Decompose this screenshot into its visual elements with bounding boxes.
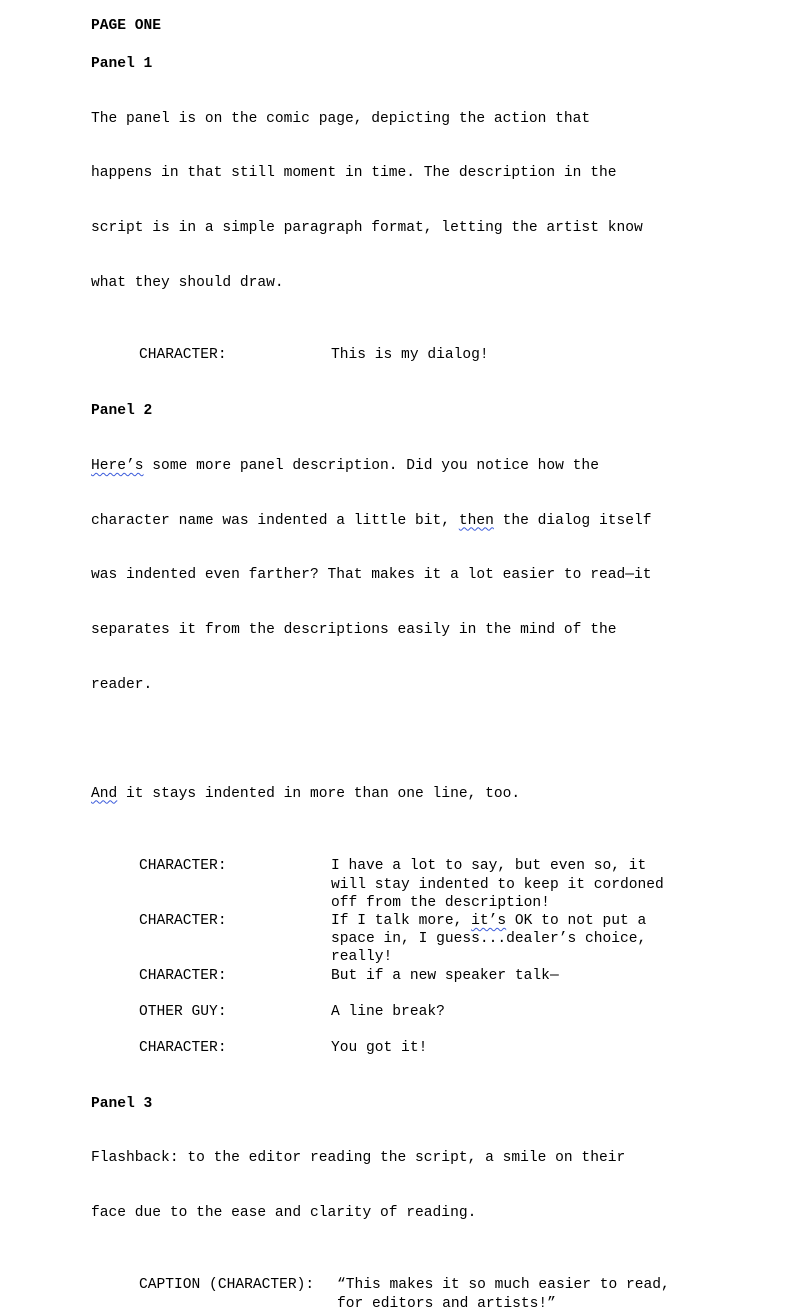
panel-title: Panel 2	[91, 403, 153, 420]
caption-line: for editors and artists!”	[337, 1295, 556, 1312]
dialog-text	[331, 1003, 445, 1021]
panel-1	[91, 55, 791, 364]
description-line: happens in that still moment in time. The description in the	[91, 165, 617, 182]
spellcheck-flagged-word[interactable]: Here’s	[91, 458, 144, 475]
dialog-entry	[139, 346, 791, 364]
panel-2	[91, 402, 791, 1057]
panel-spacer	[91, 1058, 791, 1095]
caption-text	[337, 1276, 670, 1312]
dialog-entry	[139, 912, 791, 967]
description-line: separates it from the descriptions easily in the mind of the	[91, 621, 617, 638]
dialog-text	[331, 1039, 427, 1057]
page-title: PAGE ONE	[91, 18, 162, 34]
description-line: what they should draw.	[91, 274, 284, 291]
description-line	[91, 785, 791, 803]
description-line-rest: the dialog itself	[493, 512, 652, 529]
dialog-entry	[139, 1003, 791, 1021]
description-line-start: character name was indented a little bit,	[91, 512, 459, 529]
dialog-entry	[139, 1039, 791, 1057]
dialog-text	[331, 912, 646, 967]
panel-description	[91, 73, 791, 328]
description-line	[91, 457, 791, 475]
description-line	[91, 512, 791, 530]
description-line-rest: it stays indented in more than one line, too.	[117, 785, 521, 802]
spellcheck-flagged-word[interactable]: then	[458, 512, 494, 529]
dialog-line: This is my dialog!	[331, 347, 489, 364]
paragraph-spacer	[91, 730, 791, 748]
description-line: face due to the ease and clarity of reading.	[91, 1204, 477, 1221]
speaker-name: CHARACTER:	[139, 912, 227, 929]
dialog-text	[331, 967, 559, 985]
description-line: reader.	[91, 676, 153, 693]
dialog-text	[331, 857, 664, 912]
dialog-line: will stay indented to keep it cordoned	[331, 876, 664, 893]
caption-entry	[139, 1276, 791, 1312]
dialog-entry	[139, 857, 791, 912]
description-line-rest: some more panel description. Did you notice how the	[143, 458, 599, 475]
speaker-name: CHARACTER:	[139, 347, 227, 364]
panel-title: Panel 3	[91, 1095, 153, 1112]
spellcheck-flagged-word[interactable]: And	[91, 785, 118, 802]
dialog-line: space in, I guess...dealer’s choice,	[331, 931, 647, 948]
caption-speaker: CAPTION (CHARACTER):	[139, 1277, 315, 1294]
dialog-block	[91, 346, 791, 364]
dialog-line: I have a lot to say, but even so, it	[331, 858, 647, 875]
speaker-name: OTHER GUY:	[139, 1003, 227, 1020]
panel-description	[91, 421, 791, 730]
description-line: Flashback: to the editor reading the script, a smile on their	[91, 1150, 626, 1167]
dialog-line: But if a new speaker talk—	[331, 967, 559, 984]
dialog-line	[331, 912, 646, 930]
dialog-line-rest: OK to not put a	[506, 912, 647, 929]
dialog-text	[331, 346, 489, 364]
description-line: The panel is on the comic page, depicting the action that	[91, 110, 591, 127]
script-page	[91, 17, 791, 1313]
panel-description	[91, 1113, 791, 1259]
panel-description-continued	[91, 748, 791, 839]
dialog-line: off from the description!	[331, 894, 550, 911]
caption-line: “This makes it so much easier to read,	[337, 1277, 670, 1294]
dialog-block	[91, 857, 791, 1057]
dialog-line: A line break?	[331, 1003, 445, 1020]
panel-title: Panel 1	[91, 56, 153, 73]
speaker-name: CHARACTER:	[139, 967, 227, 984]
dialog-line: really!	[331, 949, 393, 966]
dialog-line: You got it!	[331, 1040, 428, 1057]
dialog-block	[91, 1276, 791, 1312]
dialog-entry	[139, 967, 791, 985]
speaker-name: CHARACTER:	[139, 1040, 227, 1057]
speaker-name: CHARACTER:	[139, 858, 227, 875]
panel-spacer	[91, 364, 791, 402]
panel-3	[91, 1095, 791, 1313]
spellcheck-flagged-word[interactable]: it’s	[471, 912, 507, 929]
description-line: script is in a simple paragraph format, letting the artist know	[91, 220, 643, 237]
dialog-line-start: If I talk more,	[331, 912, 472, 929]
description-line: was indented even farther? That makes it a lot easier to read—it	[91, 567, 652, 584]
